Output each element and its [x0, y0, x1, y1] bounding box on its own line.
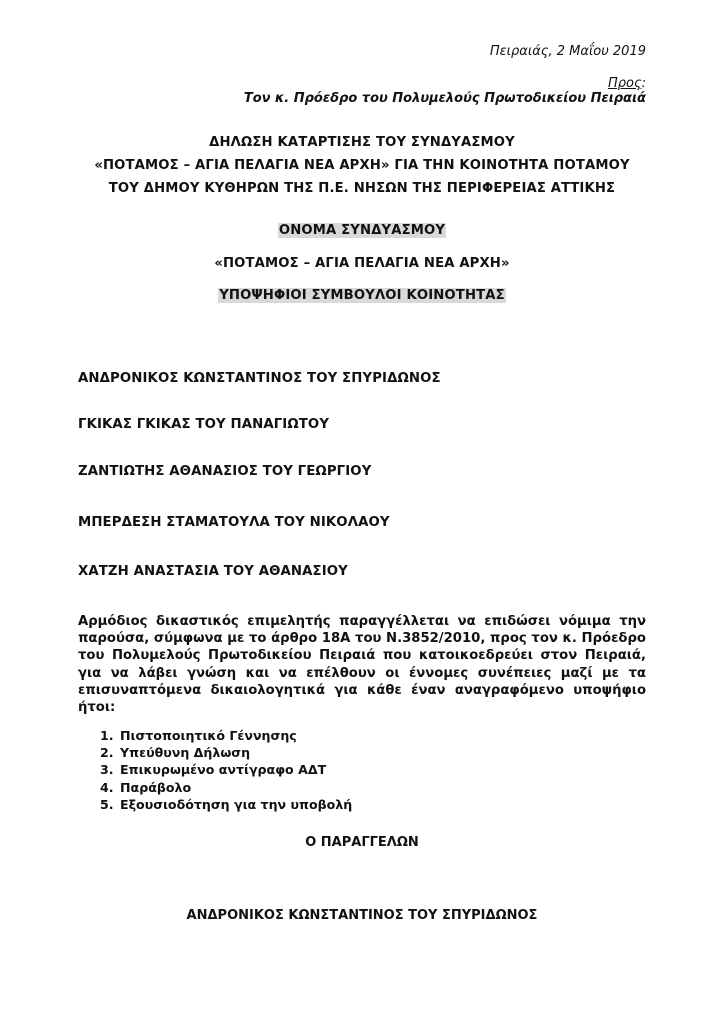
candidate-item: ΖΑΝΤΙΩΤΗΣ ΑΘΑΝΑΣΙΟΣ ΤΟΥ ΓΕΩΡΓΙΟΥ [78, 464, 372, 479]
signature-role: Ο ΠΑΡΑΓΓΕΛΩΝ [305, 835, 419, 850]
signature-name: ΑΝΔΡΟΝΙΚΟΣ ΚΩΝΣΤΑΝΤΙΝΟΣ ΤΟΥ ΣΠΥΡΙΔΩΝΟΣ [186, 908, 538, 923]
document-list-item [100, 727, 352, 744]
title-line-2: «ΠΟΤΑΜΟΣ – ΑΓΙΑ ΠΕΛΑΓΙΑ ΝΕΑ ΑΡΧΗ» ΓΙΑ ΤΗΝ ΚΟΙΝΟΤΗΤΑ ΠΟΤΑΜΟΥ [94, 158, 630, 173]
candidate-item: ΑΝΔΡΟΝΙΚΟΣ ΚΩΝΣΤΑΝΤΙΝΟΣ ΤΟΥ ΣΠΥΡΙΔΩΝΟΣ [78, 371, 441, 386]
candidate-item: ΜΠΕΡΔΕΣΗ ΣΤΑΜΑΤΟΥΛΑ ΤΟΥ ΝΙΚΟΛΑΟΥ [78, 515, 390, 530]
document-label: Πιστοποιητικό Γέννησης [120, 728, 297, 743]
document-list-item [100, 779, 352, 796]
coalition-name-heading-line [78, 222, 646, 239]
title-line-3: ΤΟΥ ΔΗΜΟΥ ΚΥΘΗΡΩΝ ΤΗΣ Π.Ε. ΝΗΣΩΝ ΤΗΣ ΠΕΡΙΦΕΡΕΙΑΣ ΑΤΤΙΚΗΣ [108, 181, 616, 196]
candidates-heading-line [78, 287, 646, 304]
candidate-item: ΓΚΙΚΑΣ ΓΚΙΚΑΣ ΤΟΥ ΠΑΝΑΓΙΩΤΟΥ [78, 417, 330, 432]
document-list-item [100, 796, 352, 813]
coalition-name-heading: ΟΝΟΜΑ ΣΥΝΔΥΑΣΜΟΥ [278, 223, 446, 238]
list-number: 4. [100, 779, 114, 795]
document-label: Υπεύθυνη Δήλωση [120, 745, 251, 761]
document-label: Εξουσιοδότηση για την υποβολή [120, 796, 353, 812]
document-label: Επικυρωμένο αντίγραφο ΑΔΤ [120, 762, 327, 778]
coalition-name: «ΠΟΤΑΜΟΣ – ΑΓΙΑ ΠΕΛΑΓΙΑ ΝΕΑ ΑΡΧΗ» [214, 256, 510, 271]
list-number: 5. [100, 796, 114, 812]
addressee: Τον κ. Πρόεδρο του Πολυμελούς Πρωτοδικείου Πειραιά [243, 91, 646, 106]
attached-documents-list [100, 727, 352, 813]
recipient-colon: : [641, 76, 646, 91]
document-page [78, 0, 646, 1024]
candidates-heading: ΥΠΟΨΗΦΙΟΙ ΣΥΜΒΟΥΛΟΙ ΚΟΙΝΟΤΗΤΑΣ [219, 288, 505, 303]
list-number: 2. [100, 745, 114, 761]
title-line-1: ΔΗΛΩΣΗ ΚΑΤΑΡΤΙΣΗΣ ΤΟΥ ΣΥΝΔΥΑΣΜΟΥ [209, 135, 515, 150]
recipient-label: Προς [607, 76, 642, 91]
document-list-item [100, 761, 352, 778]
place-date: Πειραιάς, 2 Μαΐου 2019 [489, 44, 646, 59]
list-number: 3. [100, 762, 114, 778]
document-label: Παράβολο [120, 779, 192, 795]
document-list-item [100, 744, 352, 761]
list-number: 1. [100, 728, 114, 743]
candidate-item: ΧΑΤΖΗ ΑΝΑΣΤΑΣΙΑ ΤΟΥ ΑΘΑΝΑΣΙΟΥ [78, 564, 348, 579]
service-instruction-paragraph: Αρμόδιος δικαστικός επιμελητής παραγγέλλεται να επιδώσει νόμιμα την παρούσα, σύμφωνα με το άρθρο 18Α του Ν.3852/2010, προς τον κ. Πρόεδρο του Πολυμελούς Πρωτοδικείου Πειραιά που κατοικοεδρεύει στον Πειραιά, για να λάβει γνώση και να επέλθουν οι έννομες συνέπειες μαζί με τα επισυναπτόμενα δικαιολογητικά για κάθε έναν αναγραφόμενο υποψήφιο ήτοι: [78, 614, 646, 716]
